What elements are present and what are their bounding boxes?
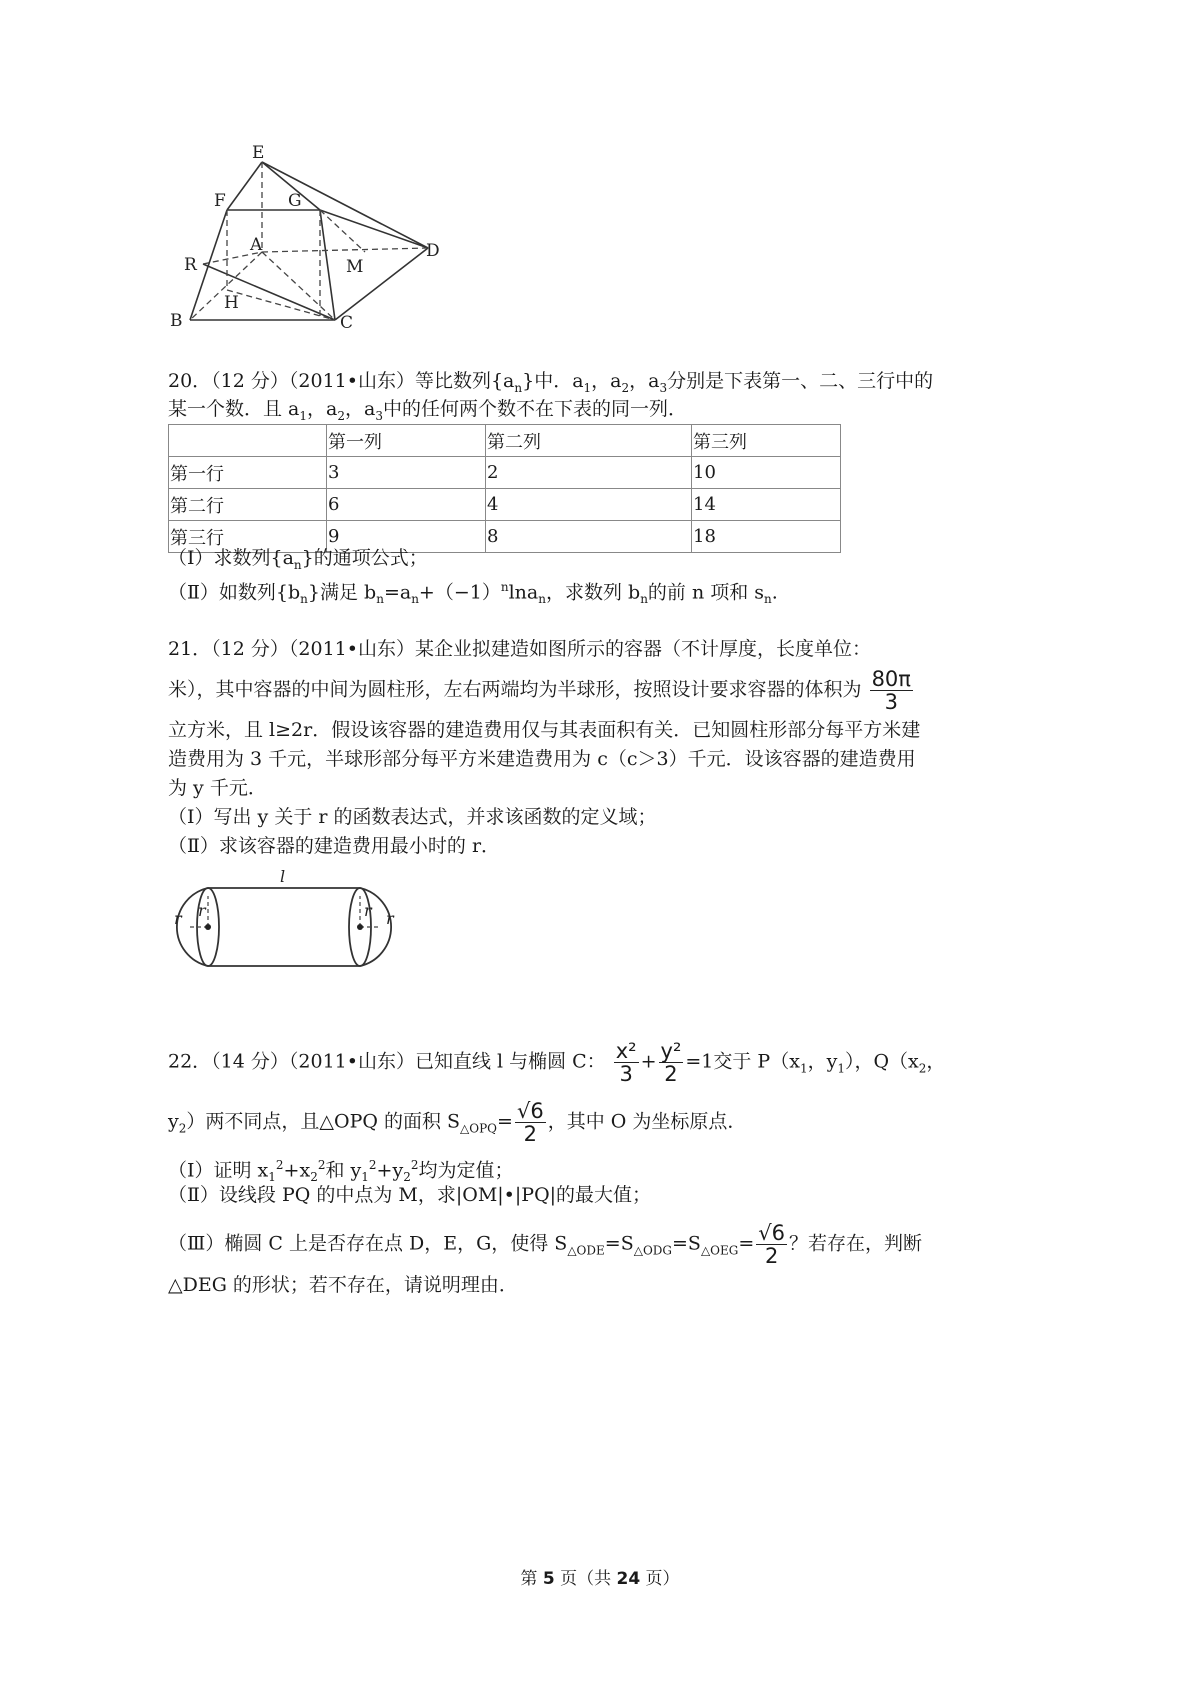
- label-B: B: [170, 311, 183, 331]
- q20-table: [168, 424, 841, 553]
- q21-line3: 立方米，且 l≥2r．假设该容器的建造费用仅与其表面积有关．已知圆柱形部分每平方米建: [168, 719, 921, 741]
- label-A: A: [250, 235, 263, 255]
- q22-line2: $y_2$）两不同点，且△OPQ 的面积 $S_{\triangle OPQ}=$ $\frac{√6}{2}$ ，其中 O 为坐标原点．: [168, 1099, 747, 1146]
- label-r-left-outer: r: [174, 909, 182, 928]
- label-G: G: [288, 191, 302, 211]
- table-row: [169, 457, 841, 489]
- q22-line1: 22．（14 分）（2011•山东）已知直线 l 与椭圆 C： $\frac{\text{x²}}{3}$ + $\frac{\text{y²}}{2}$ =1交于 $P(x_1$，$y_1$），$Q(x_2$，: [168, 1039, 946, 1086]
- geometry-figure: [170, 140, 470, 360]
- area-fraction-2: $\frac{√6}{2}$: [758, 1221, 786, 1268]
- page-number: 5: [542, 1569, 555, 1589]
- q22-part2: （Ⅱ）设线段 PQ 的中点为 M，求|OM|•|PQ|的最大值；: [168, 1184, 652, 1206]
- table-cell: 2: [486, 457, 692, 489]
- table-cell: 9: [327, 521, 486, 553]
- table-cell: 6: [327, 489, 486, 521]
- q22-part3: （Ⅲ）椭圆 C 上是否存在点 D，E，G，使得 $S_{\triangle ODE}=S_{\triangle ODG}=S_{\triangle OEG}=$ $\frac{√6}{2}$ ？若存在，判断: [168, 1221, 923, 1268]
- q22-part1: （Ⅰ）证明 $x_1^2+x_2^2$和 $y_1^2+y_2^2$均为定值；: [168, 1158, 514, 1185]
- q21-line1: 21．（12 分）（2011•山东）某企业拟建造如图所示的容器（不计厚度，长度单位：: [168, 638, 871, 660]
- label-H: H: [224, 293, 239, 313]
- table-cell: 8: [486, 521, 692, 553]
- table-header-cell: 第二列: [486, 425, 692, 457]
- q21-part1: （Ⅰ）写出 y 关于 r 的函数表达式，并求该函数的定义域；: [168, 806, 657, 828]
- q21-part2: （Ⅱ）求该容器的建造费用最小时的 r．: [168, 835, 501, 857]
- q21-line5: 为 y 千元．: [168, 777, 267, 799]
- table-cell: 10: [692, 457, 841, 489]
- q20-part1: （Ⅰ）求数列$\{a_n\}$的通项公式；: [168, 547, 428, 572]
- label-M: M: [346, 257, 364, 277]
- page-footer: 第 5 页（共 24 页）: [520, 1569, 680, 1589]
- label-r-left-inner: r: [198, 901, 206, 920]
- label-C: C: [340, 313, 354, 333]
- table-cell: 4: [486, 489, 692, 521]
- area-fraction: $\frac{√6}{2}$: [516, 1099, 544, 1146]
- table-row: [169, 489, 841, 521]
- q21-line2: 米），其中容器的中间为圆柱形，左右两端均为半球形，按照设计要求容器的体积为 $\frac{80\pi}{3}$: [168, 667, 911, 714]
- y-fraction: $\frac{\text{y²}}{2}$: [660, 1039, 682, 1086]
- label-r-right-inner: r: [364, 901, 372, 920]
- label-l: l: [280, 867, 286, 886]
- label-R: R: [184, 255, 197, 275]
- q20-part2: （Ⅱ）如数列$\{b_n\}$满足 $b_n=a_n+(-1)^n\ln a_n$，求数列 $b_n$的前 n 项和 $s_n$.: [168, 580, 778, 607]
- page-total: 24: [616, 1569, 641, 1589]
- table-cell: 第二行: [169, 489, 327, 521]
- table-cell: 第三行: [169, 521, 327, 553]
- label-r-right-outer: r: [386, 909, 394, 928]
- table-header-row: [169, 425, 841, 457]
- container-figure: [160, 866, 410, 976]
- q21-line4: 造费用为 3 千元，半球形部分每平方米建造费用为 c（c＞3）千元．设该容器的建造费用: [168, 748, 916, 770]
- table-header-cell: 第一列: [327, 425, 486, 457]
- q20-line1: 20．（12 分）（2011•山东）等比数列$\{a_n\}$中．$a_1$，$a_2$，$a_3$分别是下表第一、二、三行中的: [168, 370, 934, 395]
- table-header-cell: 第三列: [692, 425, 841, 457]
- q22-part3-line2: △DEG 的形状；若不存在，请说明理由．: [168, 1274, 518, 1296]
- volume-fraction: $\frac{80\pi}{3}$: [871, 667, 911, 714]
- label-E: E: [252, 143, 265, 163]
- q20-line2: 某一个数．且 $a_1$，$a_2$，$a_3$中的任何两个数不在下表的同一列．: [168, 398, 687, 423]
- table-cell: 第一行: [169, 457, 327, 489]
- label-F: F: [214, 191, 226, 211]
- table-cell: 18: [692, 521, 841, 553]
- table-cell: 3: [327, 457, 486, 489]
- table-header-cell: [169, 425, 327, 457]
- x-fraction: $\frac{\text{x²}}{3}$: [615, 1039, 637, 1086]
- table-cell: 14: [692, 489, 841, 521]
- label-D: D: [426, 241, 440, 261]
